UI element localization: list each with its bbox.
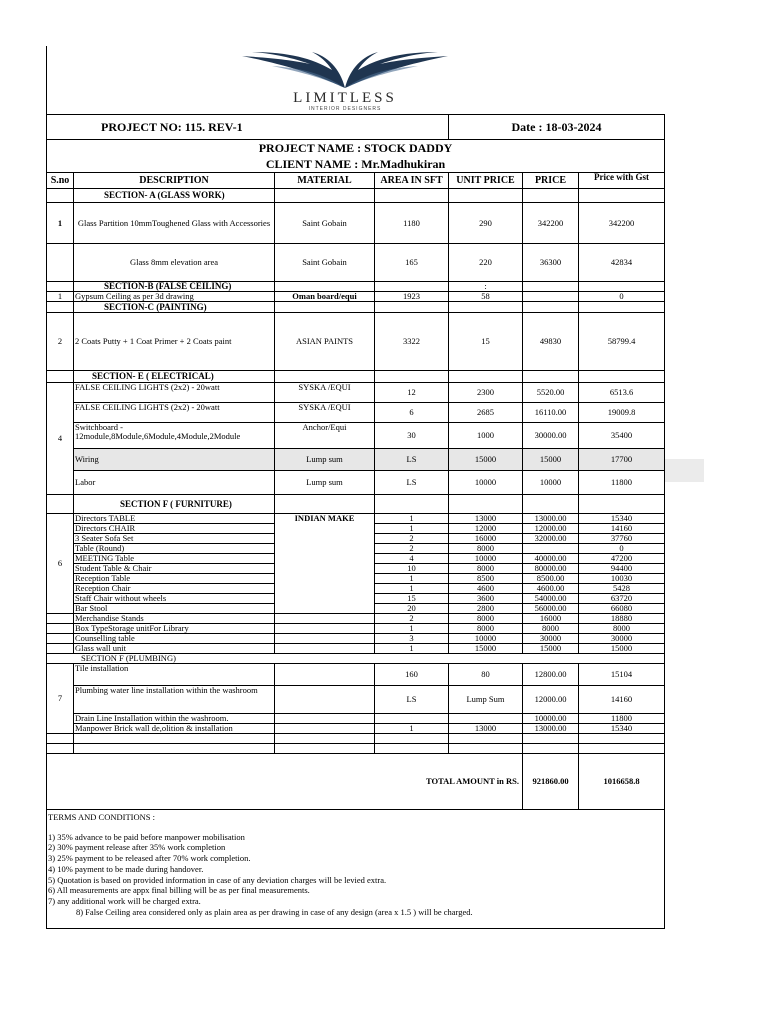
total-label: TOTAL AMOUNT in RS. xyxy=(47,754,523,810)
section-title: SECTION- A (GLASS WORK) xyxy=(74,189,275,203)
company-logo xyxy=(232,50,458,112)
table-row: Labor Lump sum LS 10000 10000 11800 xyxy=(47,471,665,495)
terms-item: 2) 30% payment release after 35% work completion xyxy=(48,842,226,853)
project-date: Date : 18-03-2024 xyxy=(449,115,665,140)
terms-item: 6) All measurements are appx final billing will be as per final measurements. xyxy=(48,885,310,896)
table-row: 1 Gypsum Ceiling as per 3d drawing Oman board/equi 1923 58 0 xyxy=(47,292,665,302)
table-row: Glass wall unit 1 15000 15000 15000 xyxy=(47,644,665,654)
terms-title: TERMS AND CONDITIONS : xyxy=(48,812,155,822)
client-name: CLIENT NAME : Mr.Madhukiran xyxy=(265,157,446,171)
section-row xyxy=(47,189,665,203)
table-row: Switchboard - 12module,8Module,6Module,4Module,2Module Anchor/Equi 30 1000 30000.00 35400 xyxy=(47,423,665,449)
table-row: Drain Line Installation within the washroom. 10000.00 11800 xyxy=(47,714,665,724)
terms-row xyxy=(47,810,665,929)
empty-row xyxy=(47,744,665,754)
logo-subtitle: INTERIOR DESIGNERS xyxy=(308,106,382,112)
table-row: Manpower Brick wall de,olition & installation 1 13000 13000.00 15340 xyxy=(47,724,665,734)
col-description: DESCRIPTION xyxy=(74,173,275,189)
table-row: 2 2 Coats Putty + 1 Coat Primer + 2 Coats paint ASIAN PAINTS 3322 15 49830 58799.4 xyxy=(47,313,665,371)
table-row: 1 Glass Partition 10mmToughened Glass with Accessories Saint Gobain 1180 290 342200 342200 xyxy=(47,203,665,244)
project-name-row xyxy=(47,140,665,173)
table-row: Glass 8mm elevation area Saint Gobain 165 220 36300 42834 xyxy=(47,244,665,282)
table-row: Reception Chair 1 4600 4600.00 5428 xyxy=(47,584,665,594)
project-number: PROJECT NO: 115. REV-1 xyxy=(47,115,449,140)
section-row: SECTION F (PLUMBING) xyxy=(47,654,665,664)
quotation-table xyxy=(46,114,665,929)
col-unit-price: UNIT PRICE xyxy=(449,173,523,189)
table-row: 3 Seater Sofa Set 2 16000 32000.00 37760 xyxy=(47,534,665,544)
section-row: SECTION F ( FURNITURE) xyxy=(47,495,665,514)
total-price-gst: 1016658.8 xyxy=(579,754,665,810)
table-row: Student Table & Chair 10 8000 80000.00 94400 xyxy=(47,564,665,574)
table-row: Staff Chair without wheels 15 3600 54000.00 63720 xyxy=(47,594,665,604)
table-row: Plumbing water line installation within the washroom LS Lump Sum 12000.00 14160 xyxy=(47,686,665,714)
table-row: Counselling table 3 10000 30000 30000 xyxy=(47,634,665,644)
table-row: Directors CHAIR 1 12000 12000.00 14160 xyxy=(47,524,665,534)
table-row: 4 FALSE CEILING LIGHTS (2x2) - 20watt SYSKA /EQUI 12 2300 5520.00 6513.6 xyxy=(47,383,665,403)
side-gray-cell xyxy=(664,459,704,482)
table-row: MEETING Table 4 10000 40000.00 47200 xyxy=(47,554,665,564)
col-sno: S.no xyxy=(47,173,74,189)
section-row: SECTION-B (FALSE CEILING) : xyxy=(47,282,665,292)
total-row xyxy=(47,754,665,810)
empty-row xyxy=(47,734,665,744)
table-row: Bar Stool 20 2800 56000.00 66080 xyxy=(47,604,665,614)
section-row: SECTION-C (PAINTING) xyxy=(47,302,665,313)
section-row: SECTION- E ( ELECTRICAL) xyxy=(47,371,665,383)
terms-item: 1) 35% advance to be paid before manpower mobilisation xyxy=(48,831,245,842)
project-name: PROJECT NAME : STOCK DADDY xyxy=(258,141,453,155)
table-row: Box TypeStorage unitFor Library 1 8000 8000 8000 xyxy=(47,624,665,634)
table-row: Reception Table 1 8500 8500.00 10030 xyxy=(47,574,665,584)
table-row: FALSE CEILING LIGHTS (2x2) - 20watt SYSKA /EQUI 6 2685 16110.00 19009.8 xyxy=(47,403,665,423)
terms-item: 5) Quotation is based on provided information in case of any deviation charges will be levied extra. xyxy=(48,874,387,885)
logo-wordmark: LIMITLESS xyxy=(293,90,397,106)
col-material: MATERIAL xyxy=(275,173,375,189)
project-header-row xyxy=(47,115,665,140)
wings-icon xyxy=(232,50,458,92)
table-row: Wiring Lump sum LS 15000 15000 17700 xyxy=(47,449,665,471)
terms-item: 8) False Ceiling area considered only as plain area as per drawing in case of any design (area x 1.5 ) will be charged. xyxy=(76,906,473,917)
table-row: 6 Directors TABLE INDIAN MAKE 1 13000 13000.00 15340 xyxy=(47,514,665,524)
terms-item: 4) 10% payment to be made during handover. xyxy=(48,863,204,874)
terms-item: 3) 25% payment to be released after 70% work completion. xyxy=(48,853,251,864)
column-header-row xyxy=(47,173,665,189)
col-area: AREA IN SFT xyxy=(375,173,449,189)
table-row: Table (Round) 2 8000 0 xyxy=(47,544,665,554)
table-row: Merchandise Stands 2 8000 16000 18880 xyxy=(47,614,665,624)
left-border-line xyxy=(46,46,47,114)
col-price-gst: Price with Gst xyxy=(579,173,665,189)
table-row: 7 Tile installation 160 80 12800.00 15104 xyxy=(47,664,665,686)
terms-item: 7) any additional work will be charged extra. xyxy=(48,895,201,906)
col-price: PRICE xyxy=(523,173,579,189)
total-price: 921860.00 xyxy=(523,754,579,810)
